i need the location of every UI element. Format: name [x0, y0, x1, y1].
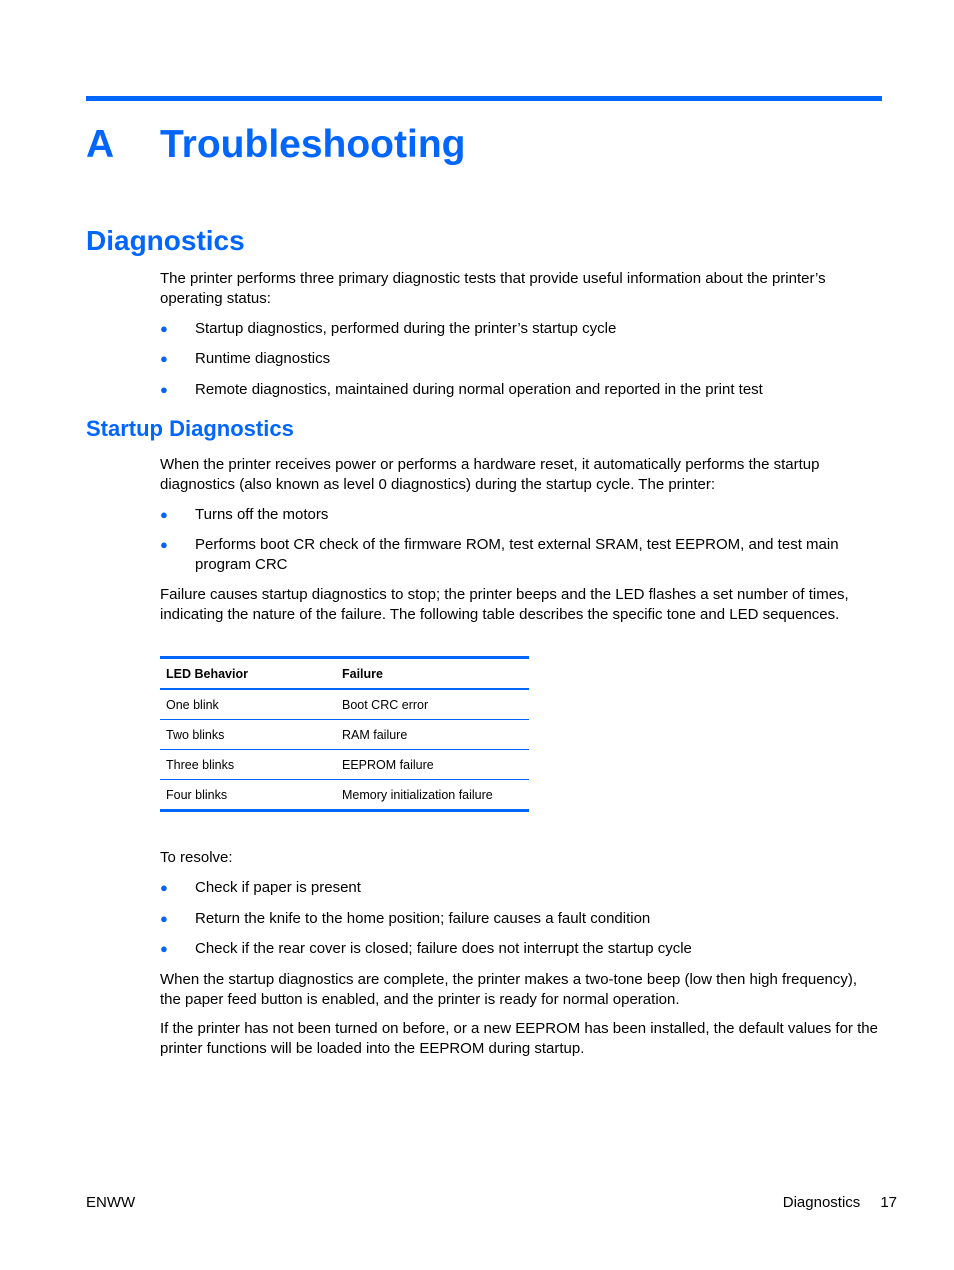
- resolve-label: To resolve:: [160, 849, 233, 866]
- chapter-title: [86, 119, 465, 171]
- list-item: ● Remote diagnostics, maintained during normal operation and reported in the print test: [160, 381, 763, 398]
- failure-paragraph: Failure causes startup diagnostics to stop; the printer beeps and the LED flashes a set number of times, indicating the nature of the failure. The following table describes the specific tone and LED sequences.: [160, 586, 849, 623]
- list-item: ● Turns off the motors: [160, 506, 329, 523]
- table-cell: Three blinks: [160, 750, 336, 780]
- list-item: ● Runtime diagnostics: [160, 350, 331, 367]
- chapter-rule: [86, 96, 882, 101]
- bullet-icon: ●: [160, 880, 168, 895]
- table-cell: One blink: [160, 689, 336, 720]
- bullet-icon: ●: [160, 382, 168, 397]
- bullet-icon: ●: [160, 911, 168, 926]
- table-header-row: [160, 658, 529, 690]
- complete-paragraph: When the startup diagnostics are complete, the printer makes a two-tone beep (low then high frequency), the paper feed button is enabled, and the printer is ready for normal operation.: [160, 971, 858, 1008]
- led-table: [160, 656, 529, 812]
- footer-right: [783, 1193, 897, 1213]
- table-header-led-behavior: LED Behavior: [160, 658, 336, 690]
- table-cell: EEPROM failure: [336, 750, 529, 780]
- footer-section: Diagnostics: [782, 1194, 861, 1211]
- table-row: [160, 720, 529, 750]
- bullet-icon: ●: [160, 941, 168, 956]
- table-cell: Memory initialization failure: [336, 780, 529, 811]
- list-item: ● Performs boot CR check of the firmware ROM, test external SRAM, test EEPROM, and test main program CRC: [160, 536, 839, 573]
- list-item: ● Return the knife to the home position; failure causes a fault condition: [160, 910, 651, 927]
- eeprom-paragraph: If the printer has not been turned on before, or a new EEPROM has been installed, the default values for the printer functions will be loaded into the EEPROM during startup.: [160, 1020, 878, 1057]
- table-row: [160, 689, 529, 720]
- table-row: [160, 780, 529, 811]
- table-cell: Two blinks: [160, 720, 336, 750]
- subsection-intro: When the printer receives power or performs a hardware reset, it automatically performs the startup diagnostics (also known as level 0 diagnostics) during the startup cycle. The printer:: [160, 456, 820, 493]
- list-item: ● Check if the rear cover is closed; failure does not interrupt the startup cycle: [160, 940, 692, 957]
- chapter-letter: A: [86, 123, 115, 166]
- bullet-icon: ●: [160, 537, 168, 552]
- section-heading: Diagnostics: [86, 225, 245, 256]
- subsection-heading: Startup Diagnostics: [86, 416, 294, 441]
- table-row: [160, 750, 529, 780]
- chapter-title-text: Troubleshooting: [160, 123, 466, 166]
- list-item: ● Check if paper is present: [160, 879, 361, 896]
- footer-left: ENWW: [86, 1194, 136, 1211]
- table-cell: Four blinks: [160, 780, 336, 811]
- table-cell: Boot CRC error: [336, 689, 529, 720]
- page-number: 17: [880, 1194, 897, 1211]
- bullet-icon: ●: [160, 351, 168, 366]
- section-intro: The printer performs three primary diagnostic tests that provide useful information about the printer’s operating status:: [160, 270, 826, 307]
- table-header-failure: Failure: [336, 658, 529, 690]
- bullet-icon: ●: [160, 507, 168, 522]
- table-cell: RAM failure: [336, 720, 529, 750]
- bullet-icon: ●: [160, 321, 168, 336]
- list-item: ● Startup diagnostics, performed during the printer’s startup cycle: [160, 320, 617, 337]
